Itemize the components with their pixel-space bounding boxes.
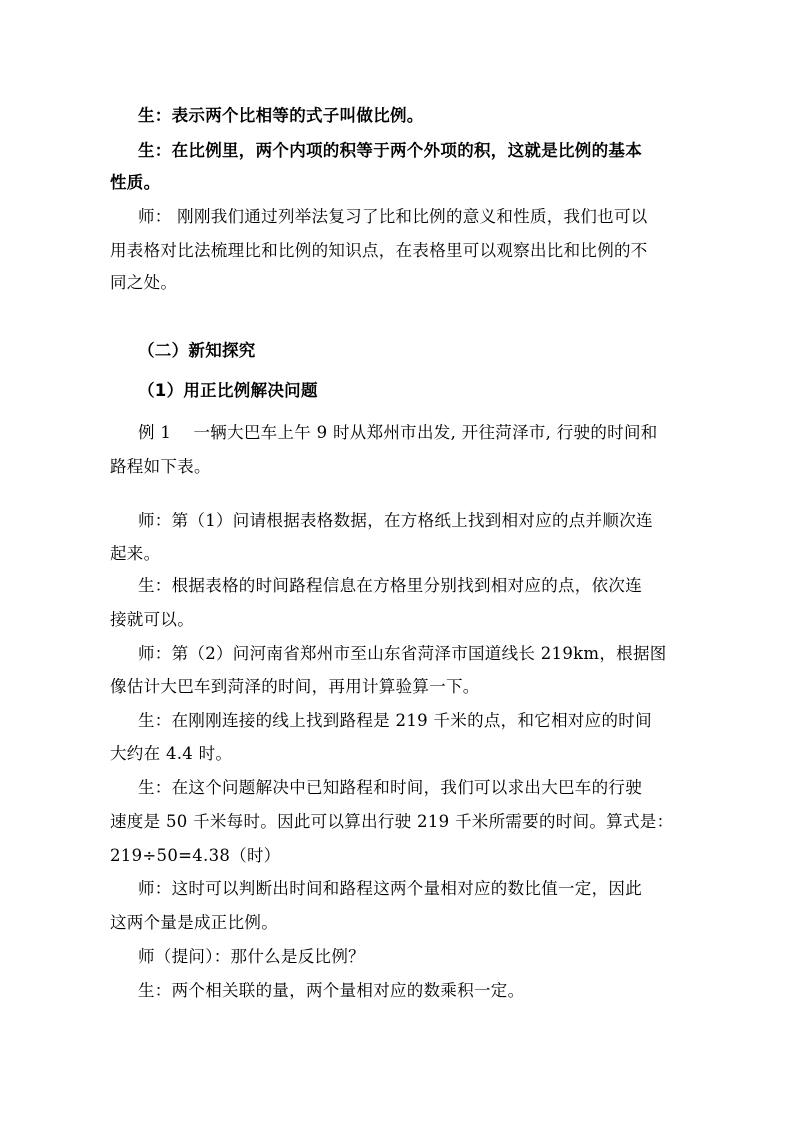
- paragraph-line: 师：第（2）问河南省郑州市至山东省菏泽市国道线长 219km，根据图: [138, 644, 667, 663]
- paragraph-line: 生：在比例里，两个内项的积等于两个外项的积，这就是比例的基本: [138, 141, 642, 160]
- paragraph-line: 用表格对比法梳理比和比例的知识点，在表格里可以观察出比和比例的不: [110, 241, 648, 260]
- paragraph-line: 师（提问）：那什么是反比例？: [138, 947, 365, 966]
- paragraph-line: 这两个量是成正比例。: [110, 913, 278, 932]
- paragraph-line: 性质。: [110, 173, 161, 192]
- paragraph-line: 大约在 4.4 时。: [110, 744, 233, 763]
- section-heading: （二）新知探究: [138, 341, 256, 360]
- paragraph-line: 师： 刚刚我们通过列举法复习了比和比例的意义和性质，我们也可以: [138, 207, 648, 226]
- paragraph-line: 例 1 一辆大巴车上午 9 时从郑州市出发, 开往菏泽市, 行驶的时间和: [138, 423, 658, 442]
- paragraph-line: 219÷50=4.38（时）: [110, 846, 281, 865]
- subsection-heading: （1）用正比例解决问题: [138, 381, 318, 400]
- paragraph-line: 像估计大巴车到菏泽的时间，再用计算验算一下。: [110, 677, 480, 696]
- paragraph-line: 生：根据表格的时间路程信息在方格里分别找到相对应的点，依次连: [138, 576, 642, 595]
- paragraph-line: 生：在刚刚连接的线上找到路程是 219 千米的点，和它相对应的时间: [138, 711, 652, 730]
- paragraph-line: 起来。: [110, 544, 161, 563]
- paragraph-line: 生：两个相关联的量，两个量相对应的数乘积一定。: [138, 981, 525, 1000]
- paragraph-line: 速度是 50 千米每时。因此可以算出行驶 219 千米所需要的时间。算式是：: [110, 812, 674, 831]
- paragraph-line: 师：第（1）问请根据表格数据，在方格纸上找到相对应的点并顺次连: [138, 511, 653, 530]
- paragraph-line: 生：表示两个比相等的式子叫做比例。: [138, 106, 424, 125]
- paragraph-line: 同之处。: [110, 273, 178, 292]
- paragraph-line: 接就可以。: [110, 610, 194, 629]
- paragraph-line: 生：在这个问题解决中已知路程和时间，我们可以求出大巴车的行驶: [138, 778, 642, 797]
- paragraph-line: 路程如下表。: [110, 457, 211, 476]
- paragraph-line: 师：这时可以判断出时间和路程这两个量相对应的数比值一定，因此: [138, 879, 642, 898]
